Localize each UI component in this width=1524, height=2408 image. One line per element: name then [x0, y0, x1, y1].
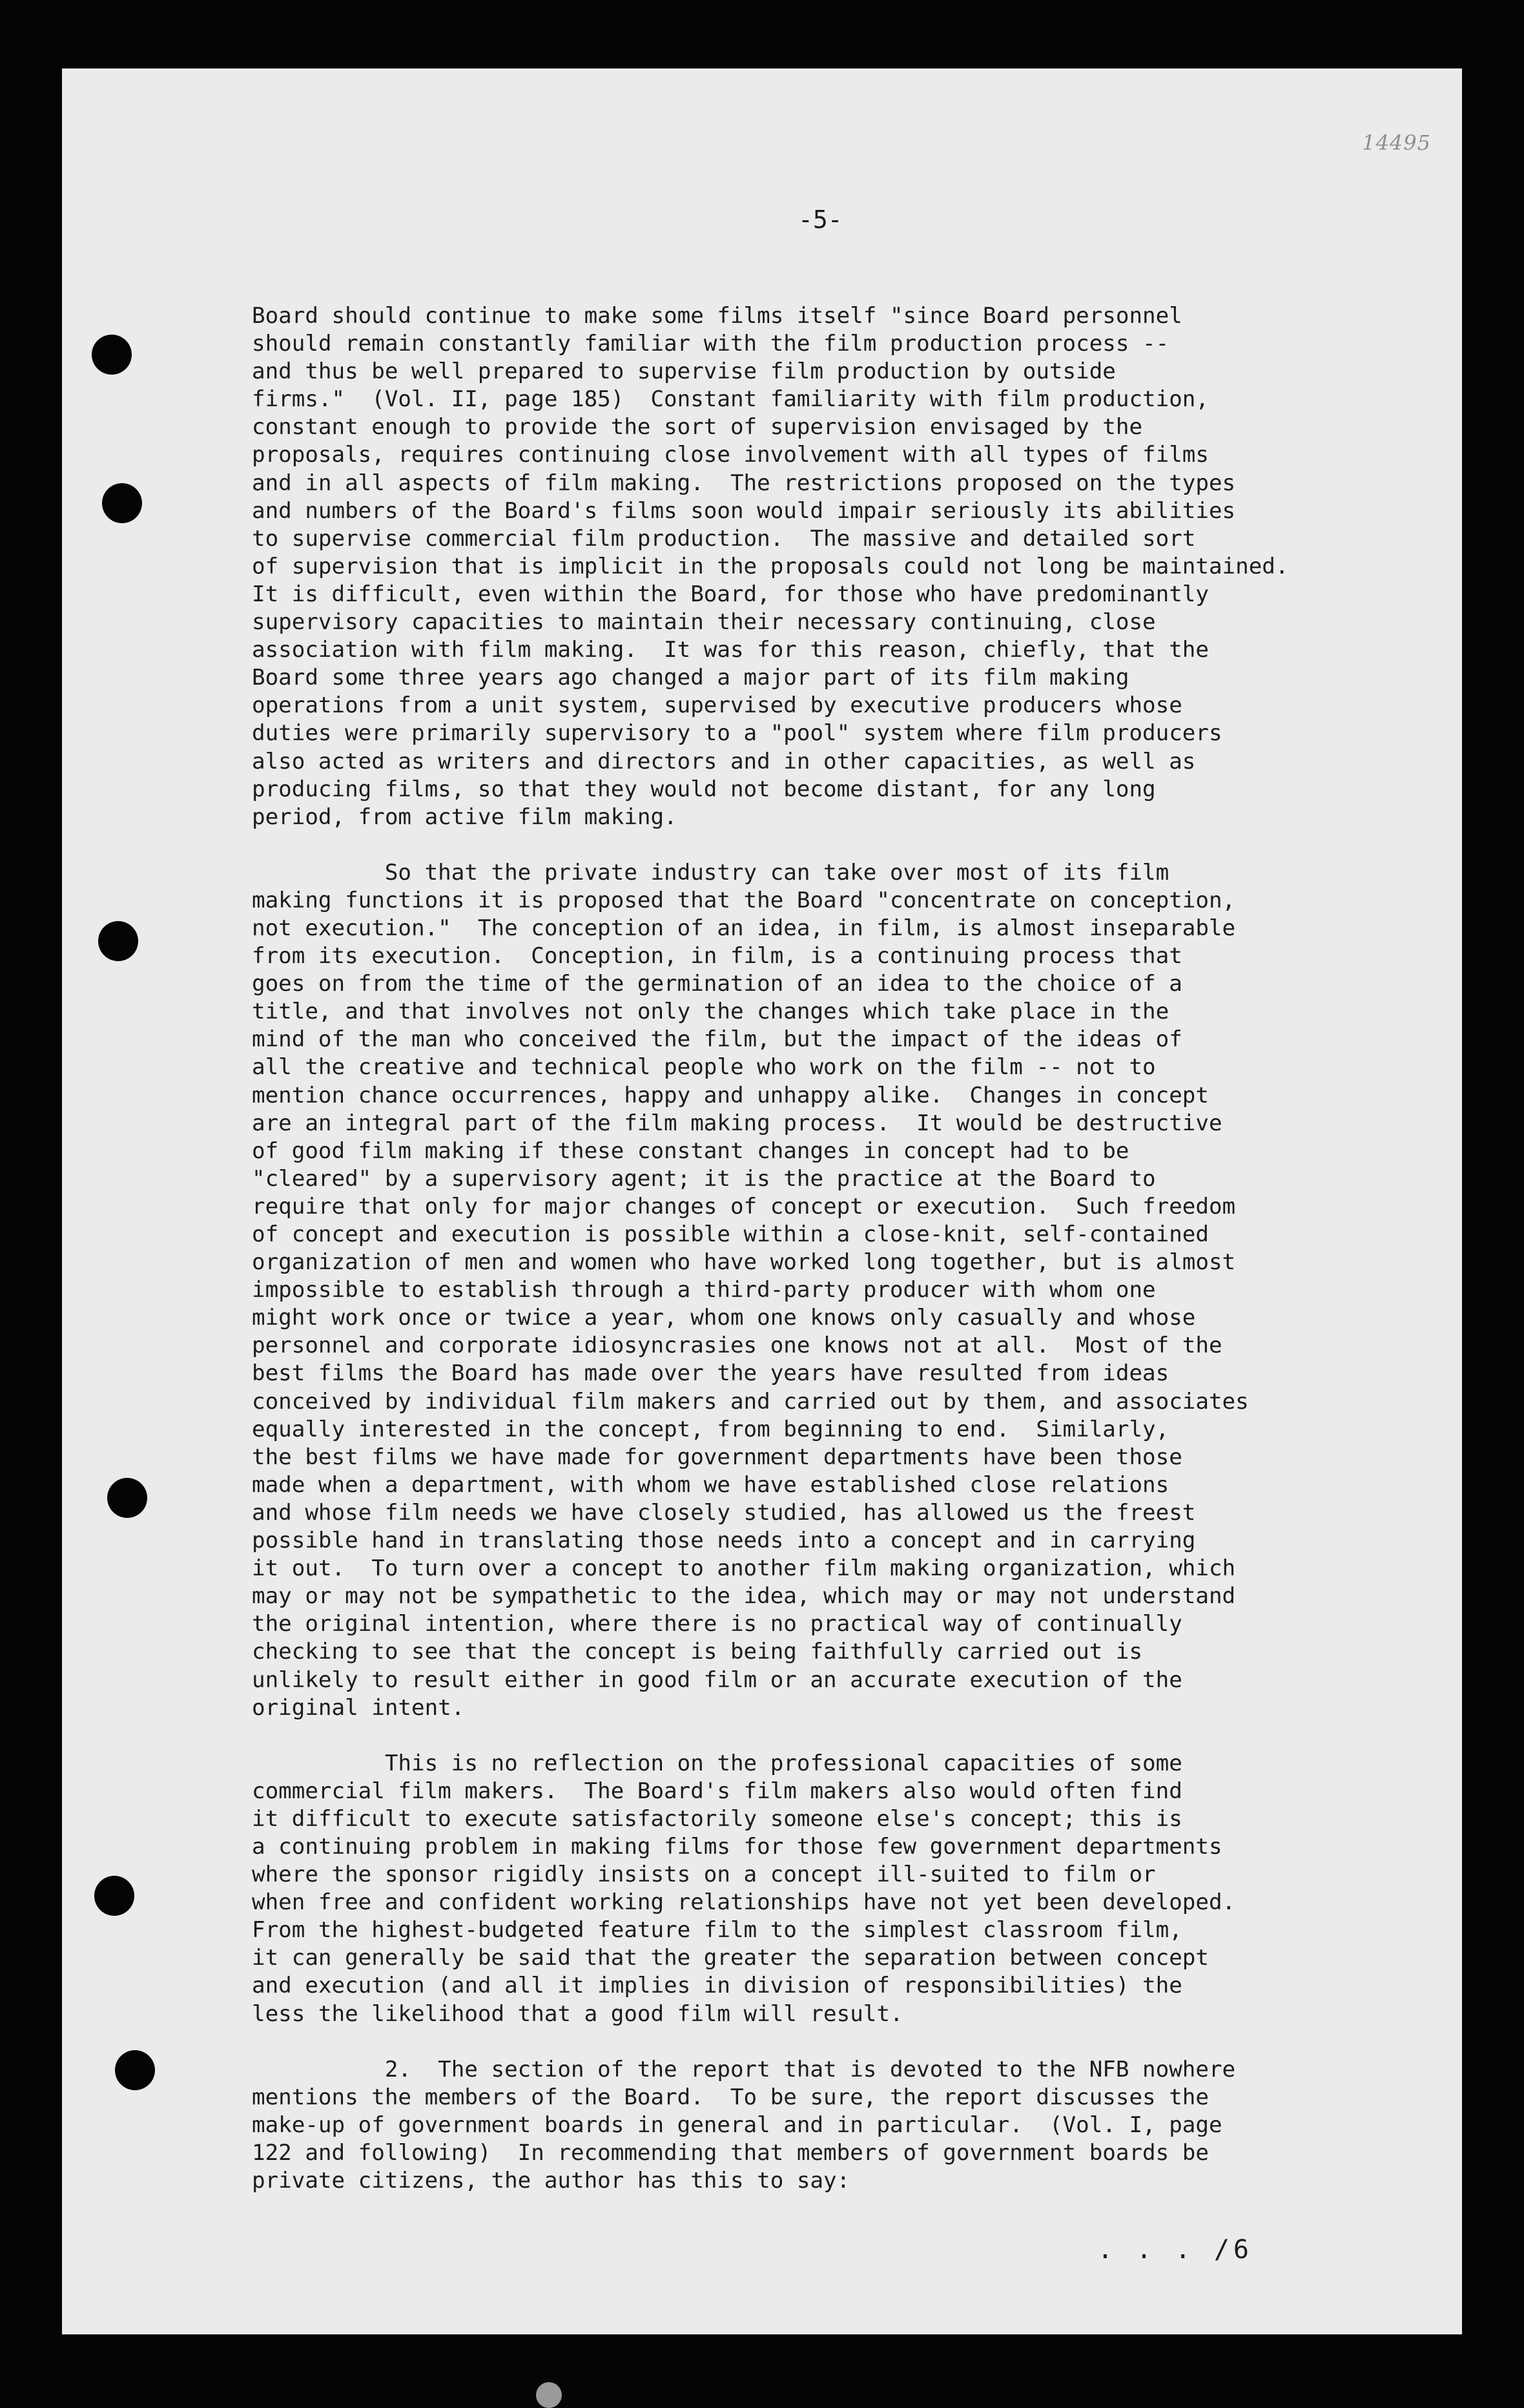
paragraph: Board should continue to make some films itself "since Board personnel should remain constantly familiar with the film production process -- and thus be well prepared to supervise film production by outside firms." (Vol. II, page 185) Constant familiarity with film production, constant enough to provide the sort of supervision envisaged by the proposals, requires continuing close involvement with all types of films and in all aspects of film making. The restrictions proposed on the types and numbers of the Board's films soon would impair seriously its abilities to supervise commercial film production. The massive and detailed sort of supervision that is implicit in the proposals could not long be maintained. It is difficult, even within the Board, for those who have predominantly supervisory capacities to maintain their necessary continuing, close association with film making. It was for this reason, chiefly, that the Board some three years ago changed a major part of its film making operations from a unit system, supervised by executive producers whose duties were primarily supervisory to a "pool" system where film producers also acted as writers and directors and in other capacities, as well as producing films, so that they would not become distant, for any long period, from active film making.: [252, 303, 1289, 830]
binder-hole: [94, 1876, 134, 1916]
paragraph: 2. The section of the report that is devoted to the NFB nowhere mentions the members of the Board. To be sure, the report discusses the make-up of government boards in general and in particular. (Vol. I, page 122 and following) In recommending that members of government boards be private citizens, the author has this to say:: [252, 2056, 1236, 2194]
continuation-marker: . . . /6: [1097, 2235, 1253, 2265]
binder-hole: [115, 2050, 155, 2090]
binder-hole: [107, 1478, 147, 1518]
paragraph: So that the private industry can take over most of its film making functions it is proposed that the Board "concentrate on conception, not execution." The conception of an idea, in film, is almost inseparable from its execution. Conception, in film, is a continuing process that goes on from the time of the germination of an idea to the choice of a title, and that involves not only the changes which take place in the mind of the man who conceived the film, but the impact of the ideas of all the creative and technical people who work on the film -- not to mention chance occurrences, happy and unhappy alike. Changes in concept are an integral part of the film making process. It would be destructive of good film making if these constant changes in concept had to be "cleared" by a supervisory agent; it is the practice at the Board to require that only for major changes of concept or execution. Such freedom of concept and execution is possible within a close-knit, self-contained organization of men and women who have worked long together, but is almost impossible to establish through a third-party producer with whom one might work once or twice a year, whom one knows only casually and whose personnel and corporate idiosyncrasies one knows not at all. Most of the best films the Board has made over the years have resulted from ideas conceived by individual film makers and carried out by them, and associates equally interested in the concept, from beginning to end. Similarly, the best films we have made for government departments have been those made when a department, with whom we have established close relations and whose film needs we have closely studied, has allowed us the freest possible hand in translating those needs into a concept and in carrying it out. To turn over a concept to another film making organization, which may or may not be sympathetic to the idea, which may or may not understand the original intention, where there is no practical way of continually checking to see that the concept is being faithfully carried out is unlikely to result either in good film or an accurate execution of the original intent.: [252, 859, 1249, 1721]
binder-hole: [102, 483, 142, 523]
body-text: [252, 302, 1337, 2195]
paragraph: This is no reflection on the professional capacities of some commercial film makers. The Board's film makers also would often find it difficult to execute satisfactorily someone else's concept; this is a continuing problem in making films for those few government departments where the sponsor rigidly insists on a concept ill-suited to film or when free and confident working relationships have not yet been developed. From the highest-budgeted feature film to the simplest classroom film, it can generally be said that the greater the separation between concept and execution (and all it implies in division of responsibilities) the less the likelihood that a good film will result.: [252, 1750, 1236, 2027]
binder-hole: [92, 335, 132, 375]
archive-number: 14495: [1362, 130, 1431, 155]
scan-artifact: [536, 2382, 562, 2408]
page-number: -5-: [798, 205, 843, 234]
binder-hole: [98, 921, 138, 961]
